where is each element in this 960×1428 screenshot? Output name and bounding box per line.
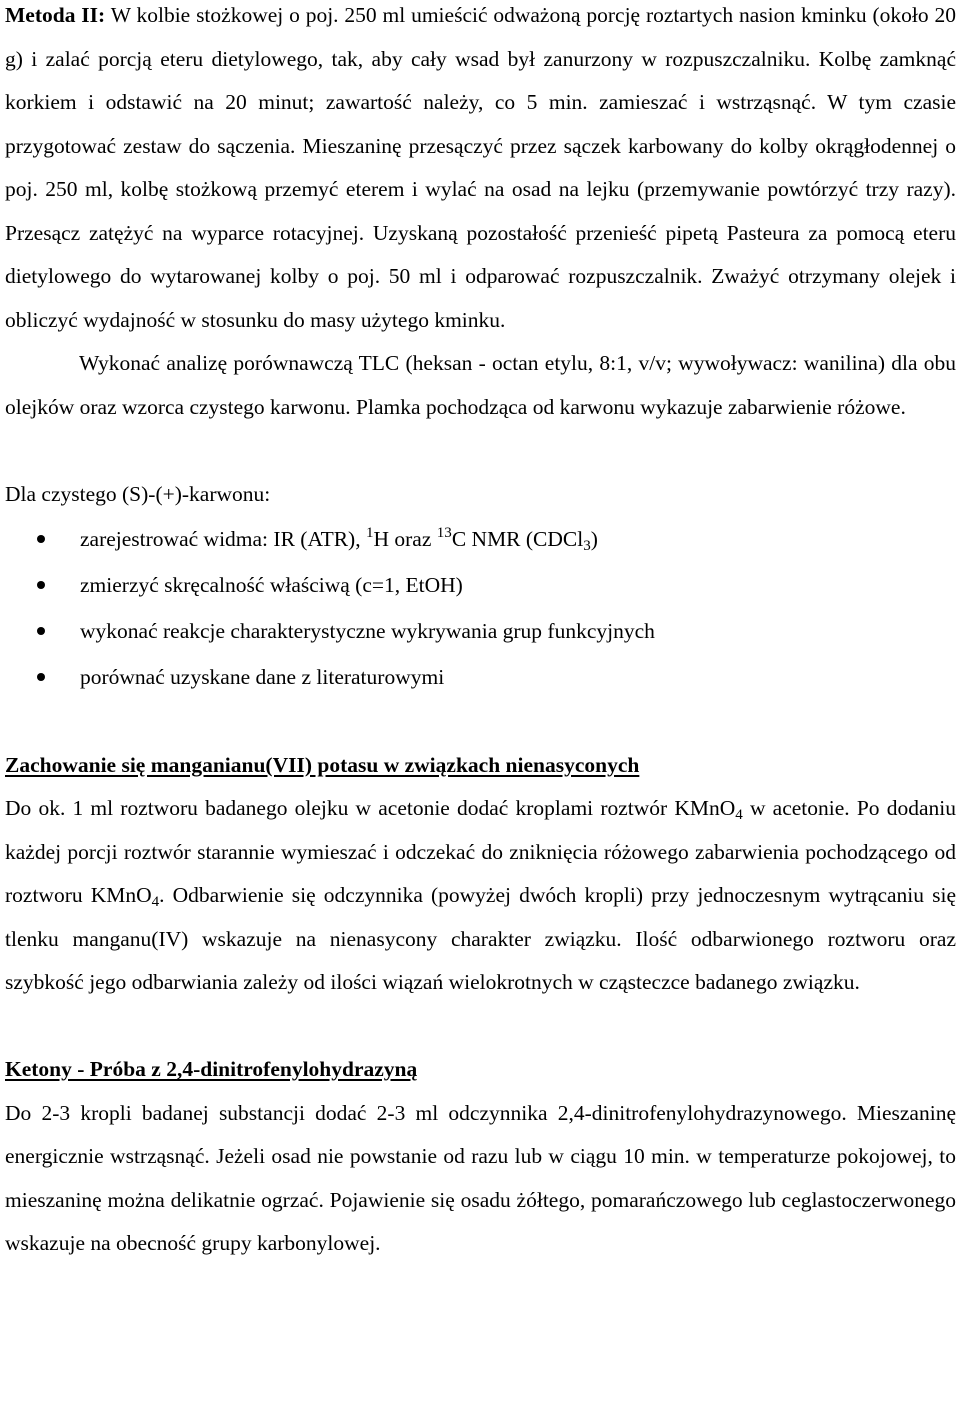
spacer	[5, 700, 956, 744]
spacer	[5, 1005, 956, 1049]
bullet3-text: wykonać reakcje charakterystyczne wykrywania grup funkcyjnych	[80, 619, 655, 643]
bullet-icon	[37, 535, 45, 543]
spacer	[5, 429, 956, 473]
bullet1-c: C NMR (CDCl	[451, 527, 584, 551]
ketony-paragraph: Do 2-3 kropli badanej substancji dodać 2-3 ml odczynnika 2,4-dinitrofenylohydrazynowego. Mieszaninę energicznie wstrząsnąć. Jeżeli osad nie powstanie od razu lub w ciągu 10 min. w temperaturze pokojowej, to mieszaninę można delikatnie ogrzać. Pojawienie się osadu żółtego, pomarańczowego lub ceglastoczerwonego wskazuje na obecność grupy karbonylowej.	[5, 1100, 956, 1255]
list-item	[5, 608, 956, 654]
kmno4-heading	[5, 744, 956, 788]
bullet1-b: H oraz	[373, 527, 437, 551]
kmno4-t3: . Odbarwienie się odczynnika (powyżej dwóch kropli) przy jednoczesnym wytrącaniu się tlenku manganu(IV) wskazuje na nienasycony charakter związku. Ilość odbarwionego roztworu oraz szybkość jego odbarwiania zależy od ilości wiązań wielokrotnych w cząsteczce badanego związku.	[5, 883, 956, 994]
list-item	[5, 516, 956, 562]
metoda-text: W kolbie stożkowej o poj. 250 ml umieścić odważoną porcję roztartych nasion kminku (około 20 g) i zalać porcją eteru dietylowego, tak, aby cały wsad był zanurzony w rozpuszczalniku. Kolbę zamknąć korkiem i odstawić na 20 minut; zawartość należy, co 5 min. zamieszać i wstrząsnąć. W tym czasie przygotować zestaw do sączenia. Mieszaninę przesączyć przez sączek karbowany do kolby okrągłodennej o poj. 250 ml, kolbę stożkową przemyć eterem i wylać na osad na lejku (przemywanie powtórzyć trzy razy). Przesącz zatężyć na wyparce rotacyjnej. Uzyskaną pozostałość przenieść pipetą Pasteura za pomocą eteru dietylowego do wytarowanej kolby o poj. 50 ml i odparować rozpuszczalnik. Zważyć otrzymany olejek i obliczyć wydajność w stosunku do masy użytego kminku.	[5, 3, 956, 332]
bullet1-d: )	[590, 527, 598, 551]
tlc-paragraph: Wykonać analizę porównawczą TLC (heksan - octan etylu, 8:1, v/v; wywoływacz: wanilina) dla obu olejków oraz wzorca czystego karwonu. Plamka pochodząca od karwonu wykazuje zabarwienie różowe.	[5, 351, 956, 419]
ketony-heading	[5, 1048, 956, 1092]
bullet2-text: zmierzyć skręcalność właściwą (c=1, EtOH)	[80, 573, 463, 597]
bullet1-a: zarejestrować widma: IR (ATR),	[80, 527, 366, 551]
karwon-list	[5, 516, 956, 700]
metoda-label: Metoda II:	[5, 3, 106, 27]
bullet-icon	[37, 581, 45, 589]
bullet-icon	[37, 673, 45, 681]
bullet1-sup2: 13	[436, 525, 452, 541]
ketony-heading-text: Ketony - Próba z 2,4-dinitrofenylohydrazyną	[5, 1057, 418, 1081]
kmno4-t2: w acetonie. Po dodaniu każdej porcji roztwór starannie wymieszać i odczekać do zniknięcia różowego zabarwienia pochodzącego od roztworu KMnO	[5, 796, 956, 907]
kmno4-s1: 4	[735, 807, 743, 823]
document-page	[5, 0, 956, 1266]
bullet4-text: porównać uzyskane dane z literaturowymi	[80, 665, 445, 689]
kmno4-heading-text: Zachowanie się manganianu(VII) potasu w związkach nienasyconych	[5, 752, 640, 777]
karwon-intro: Dla czystego (S)-(+)-karwonu:	[5, 481, 271, 506]
bullet1-sub: 3	[583, 538, 591, 554]
kmno4-t1: Do ok. 1 ml roztworu badanego olejku w acetonie dodać kroplami roztwór KMnO	[5, 796, 736, 820]
list-item	[5, 562, 956, 608]
bullet1-sup1: 1	[365, 525, 374, 541]
list-item	[5, 654, 956, 700]
bullet-icon	[37, 627, 45, 635]
metoda-paragraph	[5, 0, 956, 342]
kmno4-s2: 4	[151, 894, 160, 910]
kmno4-paragraph	[5, 787, 956, 1005]
